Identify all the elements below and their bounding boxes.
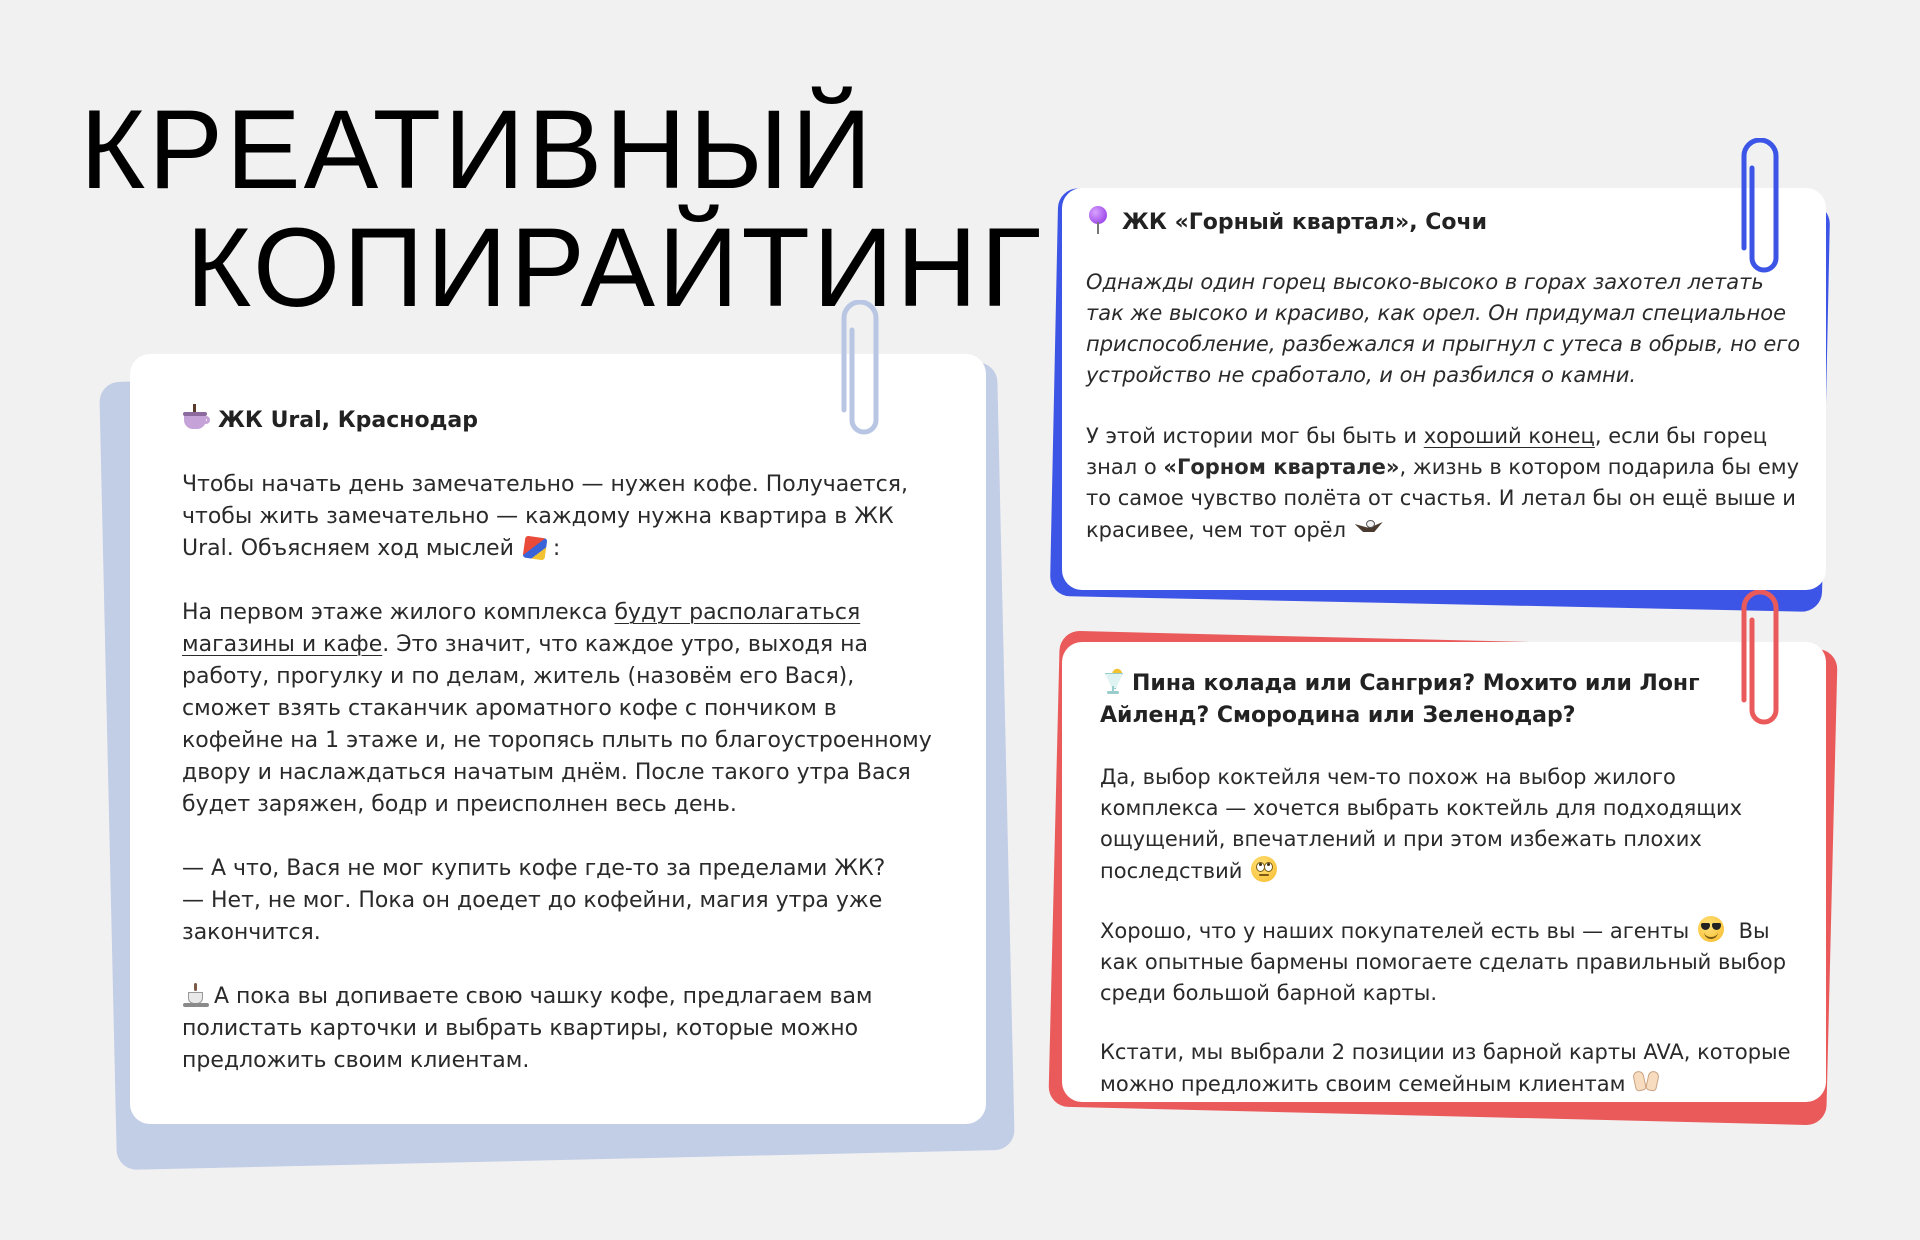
card-cocktail <box>1062 642 1826 1102</box>
paperclip-3 <box>1738 590 1790 732</box>
card-gorny-story: Однажды один горец высоко-высоко в горах захотел летать так же высоко и красиво, как орел. Он придумал специальное приспособление, разбежался и прыгнул с утеса в обрыв, но его устройство не сработало, и он разбился о камни. <box>1086 270 1801 387</box>
pin-icon <box>1086 206 1116 234</box>
card-cocktail-heading: Пина колада или Сангрия? Мохито или Лонг Айленд? Смородина или Зеленодар? <box>1100 668 1796 732</box>
sunglasses-icon <box>1696 915 1726 943</box>
page-title-line-1: КРЕАТИВНЫЙ <box>80 87 875 212</box>
card-ural <box>130 354 986 1124</box>
card-gorny-heading: ЖК «Горный квартал», Сочи <box>1086 206 1806 239</box>
card-ural-paragraph-1: Чтобы начать день замечательно — нужен кофе. Получается, чтобы жить замечательно — каждому нужна квартира в ЖК Ural. Объясняем ход мыслей : <box>182 472 908 561</box>
shops-cafes-link[interactable]: будут располагаться магазины и кафе <box>182 600 861 657</box>
card-cocktail-paragraph-1: Да, выбор коктейля чем-то похож на выбор жилого комплекса — хочется выбрать коктейль для подходящих ощущений, впечатлений и при этом избежать плохих последствий <box>1100 765 1743 883</box>
card-ural-paragraph-2: На первом этаже жилого комплекса будут располагаться магазины и кафе. Это значит, что каждое утро, выходя на работу, прогулку и по делам, житель (назовём его Вася), сможет взять стаканчик ароматного кофе с пончиком в кофейне на 1 этаже и, не торопясь плыть по благоустроенному двору и наслаждаться начатым днём. После такого утра Вася будет заряжен, бодр и преисполнен весь день. <box>182 600 932 817</box>
card-ural-dialogue-line-2: — Нет, не мог. Пока он доедет до кофейни, магия утра уже закончится. <box>182 888 883 945</box>
card-gorny <box>1062 188 1826 590</box>
hot-coffee-icon <box>182 982 208 1008</box>
raised-hands-icon <box>1632 1068 1662 1096</box>
paperclip-2 <box>1738 138 1790 280</box>
eagle-icon <box>1353 514 1383 542</box>
coffee-cup-icon <box>182 404 212 432</box>
cube-icon <box>521 534 547 560</box>
paperclip-1 <box>838 300 890 442</box>
eye-roll-icon <box>1249 855 1279 883</box>
card-ural-dialogue-line-1: — А что, Вася не мог купить кофе где-то за пределами ЖК? <box>182 856 886 881</box>
good-ending-link[interactable]: хороший конец <box>1423 424 1595 448</box>
card-cocktail-paragraph-3: Кстати, мы выбрали 2 позиции из барной карты AVA, которые можно предложить своим семейным клиентам <box>1100 1040 1791 1096</box>
card-ural-paragraph-4: А пока вы допиваете свою чашку кофе, предлагаем вам полистать карточки и выбрать квартиры, которые можно предложить своим клиентам. <box>182 984 873 1073</box>
card-gorny-paragraph-2: У этой истории мог бы быть и хороший конец, если бы горец знал о «Горном квартале», жизнь в котором подарила бы ему то самое чувство полёта от счастья. И летал бы он ещё выше и красивее, чем тот орёл <box>1086 424 1800 542</box>
card-ural-heading: ЖК Ural, Краснодар <box>182 404 934 437</box>
page-title-line-2: КОПИРАЙТИНГ <box>186 205 1044 330</box>
cocktail-icon <box>1100 669 1126 695</box>
card-cocktail-paragraph-2: Хорошо, что у наших покупателей есть вы — агенты Вы как опытные бармены помогаете сделать правильный выбор среди большой барной карты. <box>1100 915 1796 1009</box>
